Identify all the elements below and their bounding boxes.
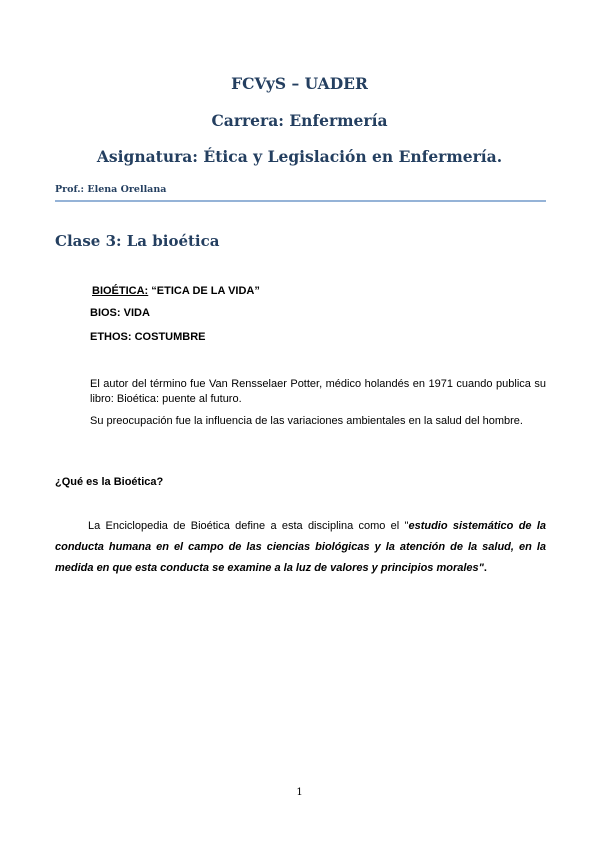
- career-heading: Carrera: Enfermería: [211, 111, 388, 130]
- concern-paragraph: Su preocupación fue la influencia de las variaciones ambientales en la salud del hombre.: [90, 415, 523, 427]
- professor-name: Elena Orellana: [84, 184, 167, 195]
- encyclopedia-definition: [55, 516, 546, 579]
- bioetica-value: “ETICA DE LA VIDA”: [148, 285, 260, 297]
- definition-intro: La Enciclopedia de Bioética define a esta disciplina como el ": [88, 520, 409, 532]
- professor-label: Prof.:: [55, 184, 85, 195]
- page-number: 1: [296, 787, 303, 798]
- header-divider: [55, 200, 546, 202]
- ethos-definition: ETHOS: COSTUMBRE: [90, 331, 206, 343]
- author-paragraph: El autor del término fue Van Rensselaer Potter, médico holandés en 1971 cuando publica su libro: Bioética: puente al futuro.: [90, 378, 546, 405]
- definition-quote: estudio sistemático de la conducta humana en el campo de las ciencias biológicas y la atención de la salud, en la medida en que esta conducta se examine a la luz de valores y principios morales": [55, 520, 546, 574]
- definition-end: .: [483, 562, 487, 574]
- bioetica-label: BIOÉTICA:: [92, 285, 149, 297]
- institution-heading: FCVyS – UADER: [231, 74, 368, 93]
- professor-line: [55, 184, 166, 195]
- subject-heading: Asignatura: Ética y Legislación en Enfermería.: [96, 147, 503, 166]
- question-heading: ¿Qué es la Bioética?: [55, 476, 164, 488]
- bios-definition: BIOS: VIDA: [90, 307, 150, 319]
- bioetica-definition: [92, 285, 260, 297]
- class-title: Clase 3: La bioética: [55, 232, 220, 250]
